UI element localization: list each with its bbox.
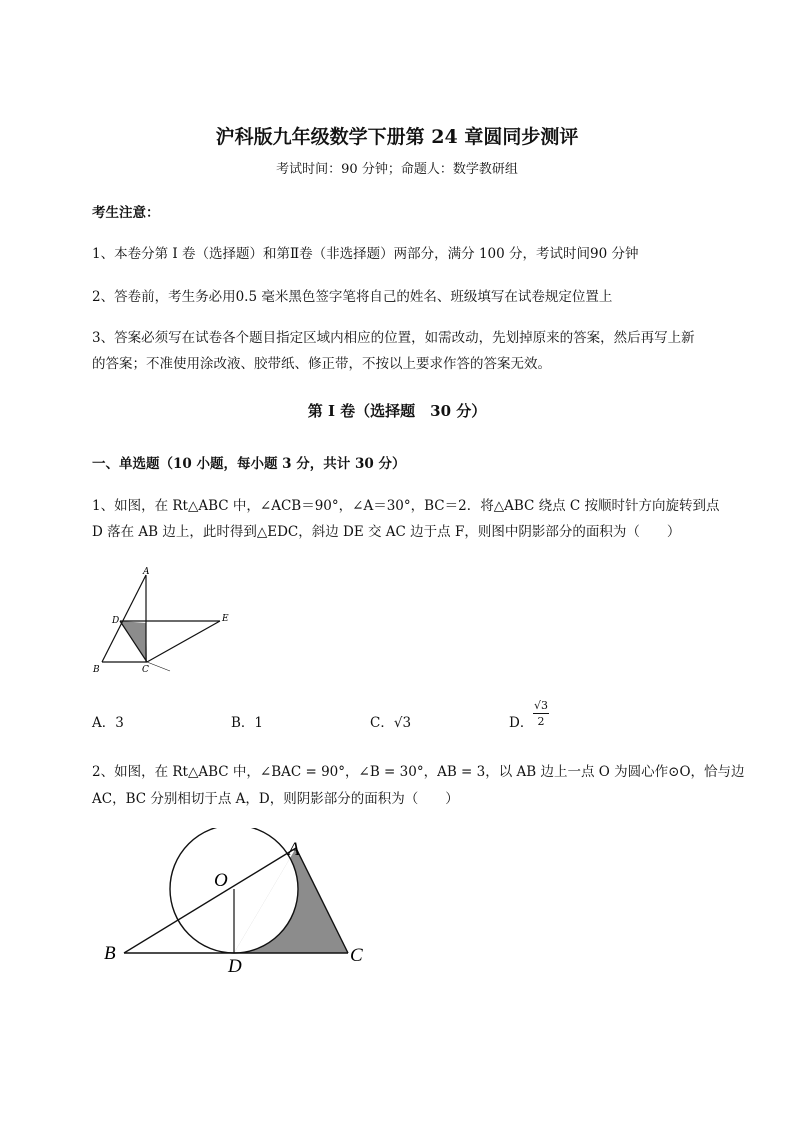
page-title: 沪科版九年级数学下册第 24 章圆同步测评 bbox=[215, 126, 579, 148]
q1-option-b: B．1 bbox=[231, 715, 264, 731]
q1-option-d-fraction bbox=[533, 700, 549, 727]
q1-label-e: E bbox=[222, 614, 229, 624]
q2-label-b: B bbox=[104, 943, 116, 964]
q1-label-d: D bbox=[112, 616, 120, 626]
q1-side-ec bbox=[147, 621, 220, 662]
q2-label-o: O bbox=[214, 870, 228, 891]
q1-option-a: A．3 bbox=[92, 715, 124, 731]
q1-label-b: B bbox=[93, 665, 100, 675]
question-1-line-2: D 落在 AB 边上，此时得到△EDC，斜边 DE 交 AC 边于点 F，则图中阴影部分的面积为（ ） bbox=[92, 524, 681, 540]
question-2-line-1: 2、如图，在 Rt△ABC 中，∠BAC = 90°，∠B = 30°，AB = 3，以 AB 边上一点 O 为圆心作⊙O，恰与边 bbox=[92, 764, 745, 780]
question-1-figure bbox=[88, 562, 248, 682]
q1-tick-mark bbox=[147, 662, 170, 671]
notice-item-3-line-2: 的答案；不准使用涂改液、胶带纸、修正带，不按以上要求作答的答案无效。 bbox=[92, 356, 551, 372]
q1-label-c: C bbox=[142, 665, 149, 675]
part-heading: 一、单选题（10 小题，每小题 3 分，共计 30 分） bbox=[92, 456, 406, 472]
q1-option-c-value: √3 bbox=[393, 715, 412, 731]
q2-shaded-region bbox=[170, 828, 380, 968]
question-2-figure bbox=[100, 828, 380, 978]
q1-option-d-denominator: 2 bbox=[537, 715, 545, 728]
section-title: 第 I 卷（选择题 30 分） bbox=[307, 402, 487, 420]
q2-label-d: D bbox=[228, 956, 242, 977]
q1-option-d-prefix: D． bbox=[509, 715, 534, 731]
question-2-line-2: AC，BC 分别相切于点 A，D，则阴影部分的面积为（ ） bbox=[92, 791, 459, 807]
notice-item-1: 1、本卷分第 I 卷（选择题）和第Ⅱ卷（非选择题）两部分，满分 100 分，考试时间90 分钟 bbox=[92, 246, 639, 262]
question-1-line-1: 1、如图，在 Rt△ABC 中，∠ACB＝90°，∠A＝30°，BC＝2．将△ABC 绕点 C 按顺时针方向旋转到点 bbox=[92, 498, 720, 514]
q2-label-c: C bbox=[350, 945, 363, 966]
notice-heading: 考生注意： bbox=[92, 205, 160, 221]
q1-option-c: C．√3 bbox=[370, 715, 412, 731]
q1-option-d-numerator: √3 bbox=[533, 699, 548, 712]
exam-info: 考试时间：90 分钟；命题人：数学教研组 bbox=[276, 162, 518, 177]
notice-item-3-line-1: 3、答案必须写在试卷各个题目指定区域内相应的位置，如需改动，先划掉原来的答案，然后再写上新 bbox=[92, 330, 695, 346]
q2-label-a: A bbox=[288, 839, 300, 860]
notice-item-2: 2、答卷前，考生务必用0.5 毫米黑色签字笔将自己的姓名、班级填写在试卷规定位置上 bbox=[92, 289, 613, 305]
q1-label-a: A bbox=[143, 567, 150, 577]
